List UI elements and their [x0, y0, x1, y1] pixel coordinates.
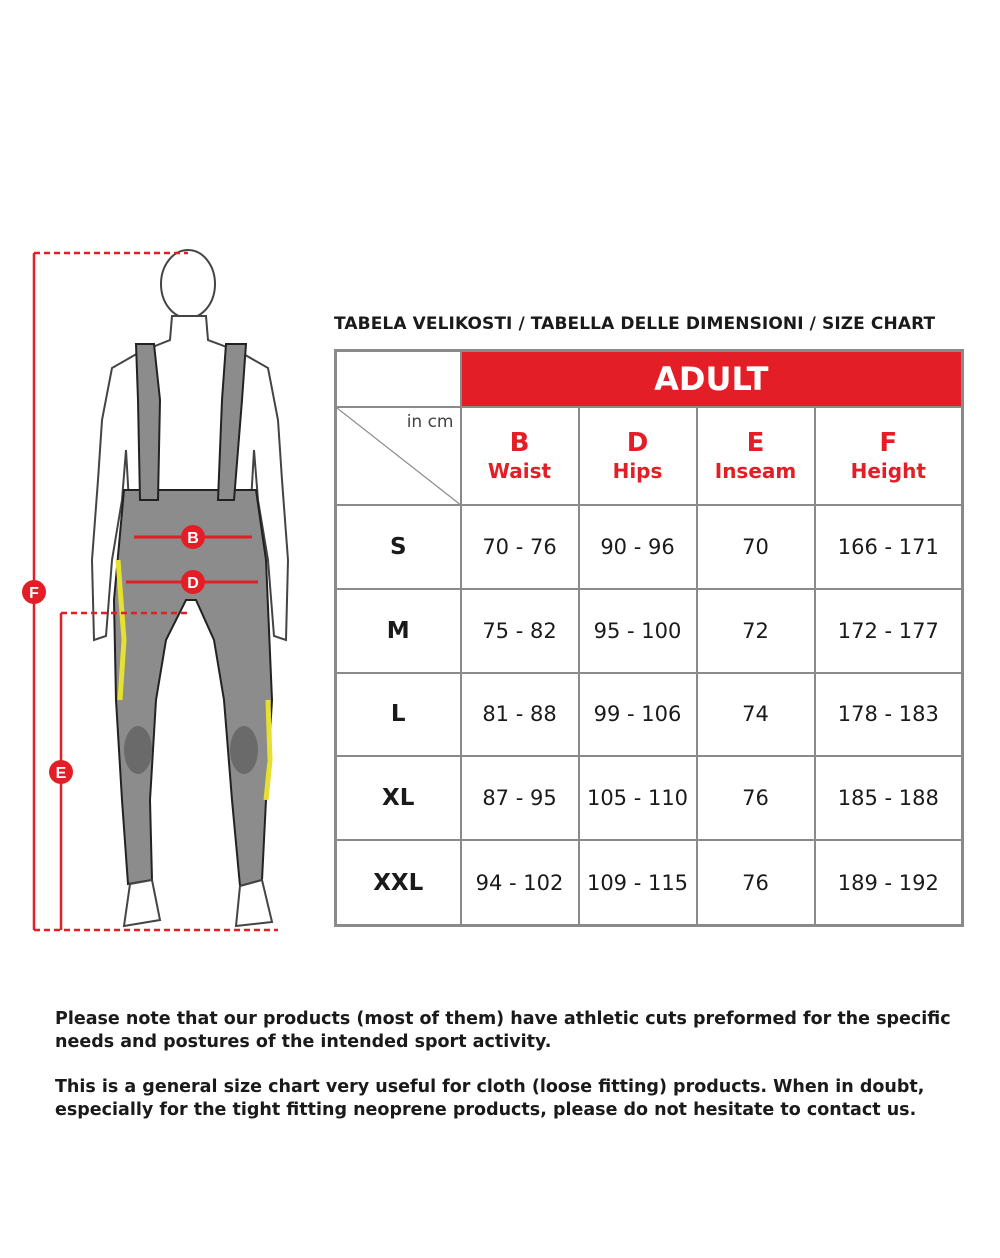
size-label: L — [336, 673, 461, 757]
waist-value: 70 - 76 — [461, 505, 579, 589]
height-value: 172 - 177 — [815, 589, 963, 673]
svg-text:B: B — [187, 530, 199, 547]
feet — [124, 880, 272, 926]
inseam-value: 76 — [697, 840, 815, 925]
height-value: 189 - 192 — [815, 840, 963, 925]
hips-value: 105 - 110 — [579, 756, 697, 840]
marker-B — [181, 525, 205, 549]
size-label: S — [336, 505, 461, 589]
svg-text:F: F — [29, 585, 39, 602]
column-name: Inseam — [714, 459, 797, 483]
waist-value: 87 - 95 — [461, 756, 579, 840]
marker-F — [22, 580, 46, 604]
adult-header: ADULT — [461, 351, 963, 408]
hips-value: 109 - 115 — [579, 840, 697, 925]
contact-note-paragraph: This is a general size chart very useful for cloth (loose fitting) products. When in doubt, especially for the tight fitting neoprene products, please do not hesitate to contact us. — [55, 1076, 925, 1120]
column-letter: B — [509, 428, 530, 458]
table-row — [336, 673, 963, 757]
column-letter: D — [626, 428, 649, 458]
hips-value: 90 - 96 — [579, 505, 697, 589]
marker-E — [49, 760, 73, 784]
table-row — [336, 505, 963, 589]
table-row — [336, 756, 963, 840]
height-value: 178 - 183 — [815, 673, 963, 757]
size-table — [334, 349, 964, 927]
column-name: Waist — [487, 459, 552, 483]
column-header-hips — [579, 407, 697, 505]
column-header-inseam — [697, 407, 815, 505]
svg-text:E: E — [55, 765, 67, 782]
size-chart-title: TABELA VELIKOSTI / TABELLA DELLE DIMENSIONI / SIZE CHART — [334, 314, 936, 334]
inseam-value: 72 — [697, 589, 815, 673]
svg-text:D: D — [187, 575, 199, 592]
hips-value: 99 - 106 — [579, 673, 697, 757]
column-letter: F — [879, 428, 898, 458]
height-value: 185 - 188 — [815, 756, 963, 840]
body-measurement-figure — [0, 0, 330, 960]
size-label: XL — [336, 756, 461, 840]
inseam-value: 76 — [697, 756, 815, 840]
header-row-columns — [336, 407, 963, 505]
hips-value: 95 - 100 — [579, 589, 697, 673]
column-header-waist — [461, 407, 579, 505]
inseam-value: 74 — [697, 673, 815, 757]
fit-note-paragraph: Please note that our products (most of them) have athletic cuts preformed for the specific needs and postures of the intended sport activity. — [55, 1008, 951, 1052]
column-name: Hips — [612, 459, 663, 483]
unit-corner-cell — [336, 407, 461, 505]
waist-value: 81 - 88 — [461, 673, 579, 757]
column-header-height — [815, 407, 963, 505]
size-label: M — [336, 589, 461, 673]
height-value: 166 - 171 — [815, 505, 963, 589]
marker-D — [181, 570, 205, 594]
inseam-value: 70 — [697, 505, 815, 589]
unit-label: in cm — [406, 412, 454, 432]
column-name: Height — [850, 459, 926, 483]
table-row — [336, 840, 963, 925]
waist-value: 75 - 82 — [461, 589, 579, 673]
column-letter: E — [746, 428, 765, 458]
waist-value: 94 - 102 — [461, 840, 579, 925]
size-label: XXL — [336, 840, 461, 925]
table-row — [336, 589, 963, 673]
header-row-group — [336, 351, 963, 408]
blank-corner-top — [336, 351, 461, 408]
